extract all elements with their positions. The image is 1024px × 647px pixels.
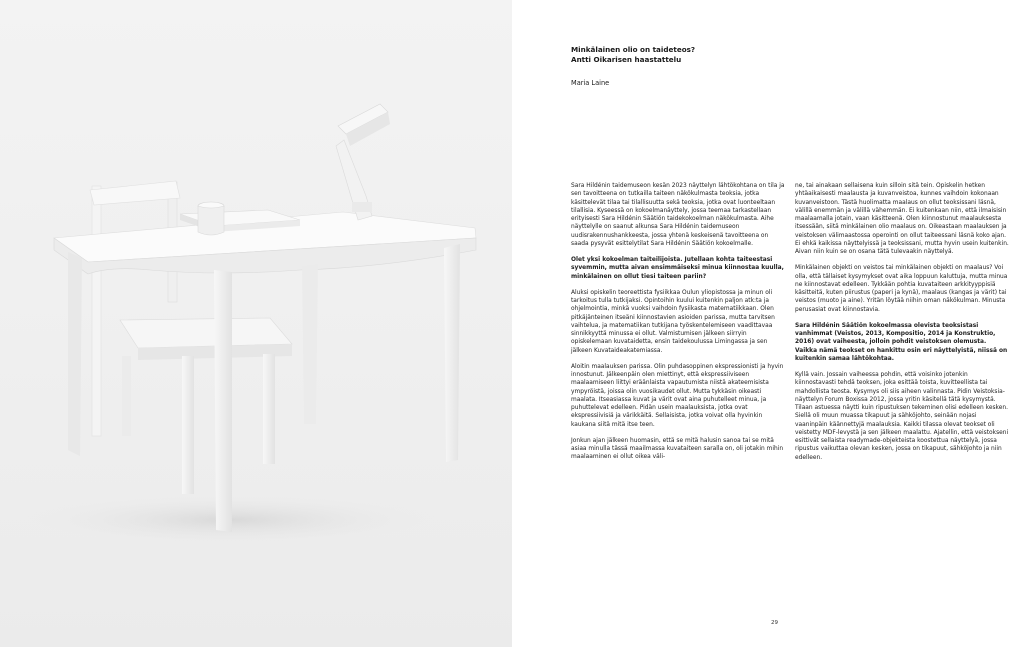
article-title-line2: Antti Oikarisen haastattelu [571, 55, 682, 64]
text-column-left [571, 182, 785, 470]
text-column-right [795, 182, 1009, 470]
page-number: 29 [771, 620, 778, 626]
body-paragraph: ne, tai ainakaan sellaisena kuin silloin sitä tein. Opiskelin hetken yhtäaikaisesti maalausta ja kuvanveistoa, kunnes vaihdoin kokonaan kuvanveistoon. Tästä huolimatta maalaus on ollut teoksissani läsnä, välillä enemmän ja välillä vähemmän. Ei kuitenkaan niin, että ilmaisisin maalaamalla jotain, vaan käsitteenä. Olen kiinnostunut maalauksesta itsessään, siitä minkälainen olio maalaus on. Oikeastaan maalauksen ja veistoksen välimaastossa operointi on ollut taiteessani läsnä koko ajan. Ei ehkä kaikissa näyttelyissä ja teoksissani, mutta hyvin usein kuitenkin. Aivan niin kuin se on osana tätä tulevaakin näyttelyä. [795, 183, 1009, 255]
interview-question: Sara Hildénin Säätiön kokoelmassa olevista teoksistasi vanhimmat (Veistos, 2013, Kompositio, 2014 ja Konstruktio, 2016) ovat vaiheesta, jolloin pohdit veistoksen olemusta. Vaikka nämä teokset on hankittu osin eri näyttelyistä, niissä on kuitenkin samaa lähtökohtaa. [795, 322, 1008, 362]
body-paragraph: Aluksi opiskelin teoreettista fysiikkaa Oulun yliopistossa ja minun oli tarkoitus tulla tutkijaksi. Opintoihin kuului kuitenkin paljon atk:ta ja ohjelmointia, minkä vuoksi vaihdoin fysiikasta matematiikkaan. Olen pitkäjänteinen itseäni kiinnostavien asioiden parissa, mutta tarvitsen vaihtelua, ja matematiikan tutkijana työskentelemiseen vaadittavaa sinnikkyyttä minussa ei ollut. Valmistumisen jälkeen siirryin opiskelemaan kuvataidetta, ensin taidekoulussa Limingassa ja sen jälkeen Kuvataideakatemiassa. [571, 289, 775, 354]
body-paragraph: Jonkun ajan jälkeen huomasin, että se mitä halusin sanoa tai se mitä asiaa minulla tässä maailmassa kuvataiteen saralla on, oli jotakin mihin maalaaminen ei ollut oikea väli- [571, 437, 784, 461]
article-title-line1: Minkälainen olio on taideteos? [571, 45, 696, 54]
body-paragraph: Kyllä vain. Jossain vaiheessa pohdin, että voisinko jotenkin kiinnostavasti tehdä teoksen, joka esittää toista, kuvitteellista tai mahdollista teosta. Kysymys oli siis aiheen valinnasta. Pidin Veistoksia-näyttelyn Forum Boxissa 2012, jossa yritin käsitellä tätä kysymystä. Tilaan astuessa näytti kuin ripustuksen tekeminen olisi edelleen kesken. Siellä oli muun muassa tikapuut ja sähköjohto, seinään nojasi vaaninpäin käännettyjä maalauksia. Kaikki tilassa olevat teokset oli veistetty MDF-levystä ja sen jälkeen maalattu. Ajatellin, että veistokseni esittivät sellaista readymade-objekteista koostettua näyttelyä, jossa ripustus vaikuttaa olevan kesken, jossa on tikapuut, sähköjohto ja niin edelleen. [795, 372, 1009, 461]
body-paragraph: Aloitin maalauksen parissa. Olin puhdasoppinen ekspressionisti ja hyvin innostunut. Jälkeenpäin olen miettinyt, että ekspressiiviseen maalaamiseen liittyi eräänlaista vapautumista niistä akateemisista ympyröistä, joissa olin vuosikaudet ollut. Mutta tykkäsin oikeasti maalata. Itseasiassa kuvat ja värit ovat aina puhutelleet minua, ja puhuttelevat edelleen. Pidän usein maalauksista, jotka ovat ekspressiivisiä ja värikkäitä. Sellaisista, jotka voivat olla hyvinkin kaukana siitä mitä itse teen. [571, 363, 784, 428]
body-paragraph: Sara Hildénin taidemuseon kesän 2023 näyttelyn lähtökohtana on tila ja sen tavoitteena on tutkailla taiteen näkökulmasta teoksia, jotka käsittelevät tilaa tai tilallisuutta sekä teoksia, jotka ovat luonteeltaan tilallisia. Kyseessä on kokoelmanäyttely, jossa teemaa tarkastellaan erityisesti Sara Hildénin Säätiön taidekokoelman näkökulmasta. Aihe näyttelylle on saanut alkunsa Sara Hildénin taidemuseon uudisrakennushankkeesta, jossa yhtenä keskeisenä tavoitteena on saada pysyvät esittelytilat Sara Hildénin Säätiön kokoelmalle. [571, 183, 785, 247]
body-paragraph: Minkälainen objekti on veistos tai minkälainen objekti on maalaus? Voi olla, että tällaiset kysymykset ovat aika loppuun kaluttuja, mutta minua ne kiinnostavat edelleen. Tykkään pohtia kuvataiteen arkkityyppisiä käsitteitä, kuten piirustus (paperi ja kynä), maalaus (kangas ja värit) tai veistos (muoto ja aine). Yritän löytää niihin oman näkökulman. Minusta perusasiat ovat kiinnostavia. [795, 265, 1008, 313]
lamp-sculpture [336, 104, 390, 220]
interview-question: Olet yksi kokoelman taiteilijoista. Jutellaan kohta taiteestasi syvemmin, mutta aivan ensimmäiseksi minua kiinnostaa kuulla, minkälainen on ollut tiesi taiteen pariin? [571, 257, 784, 280]
article-title [571, 45, 831, 65]
cup-sculpture [198, 202, 224, 235]
article-author: Maria Laine [571, 79, 610, 87]
